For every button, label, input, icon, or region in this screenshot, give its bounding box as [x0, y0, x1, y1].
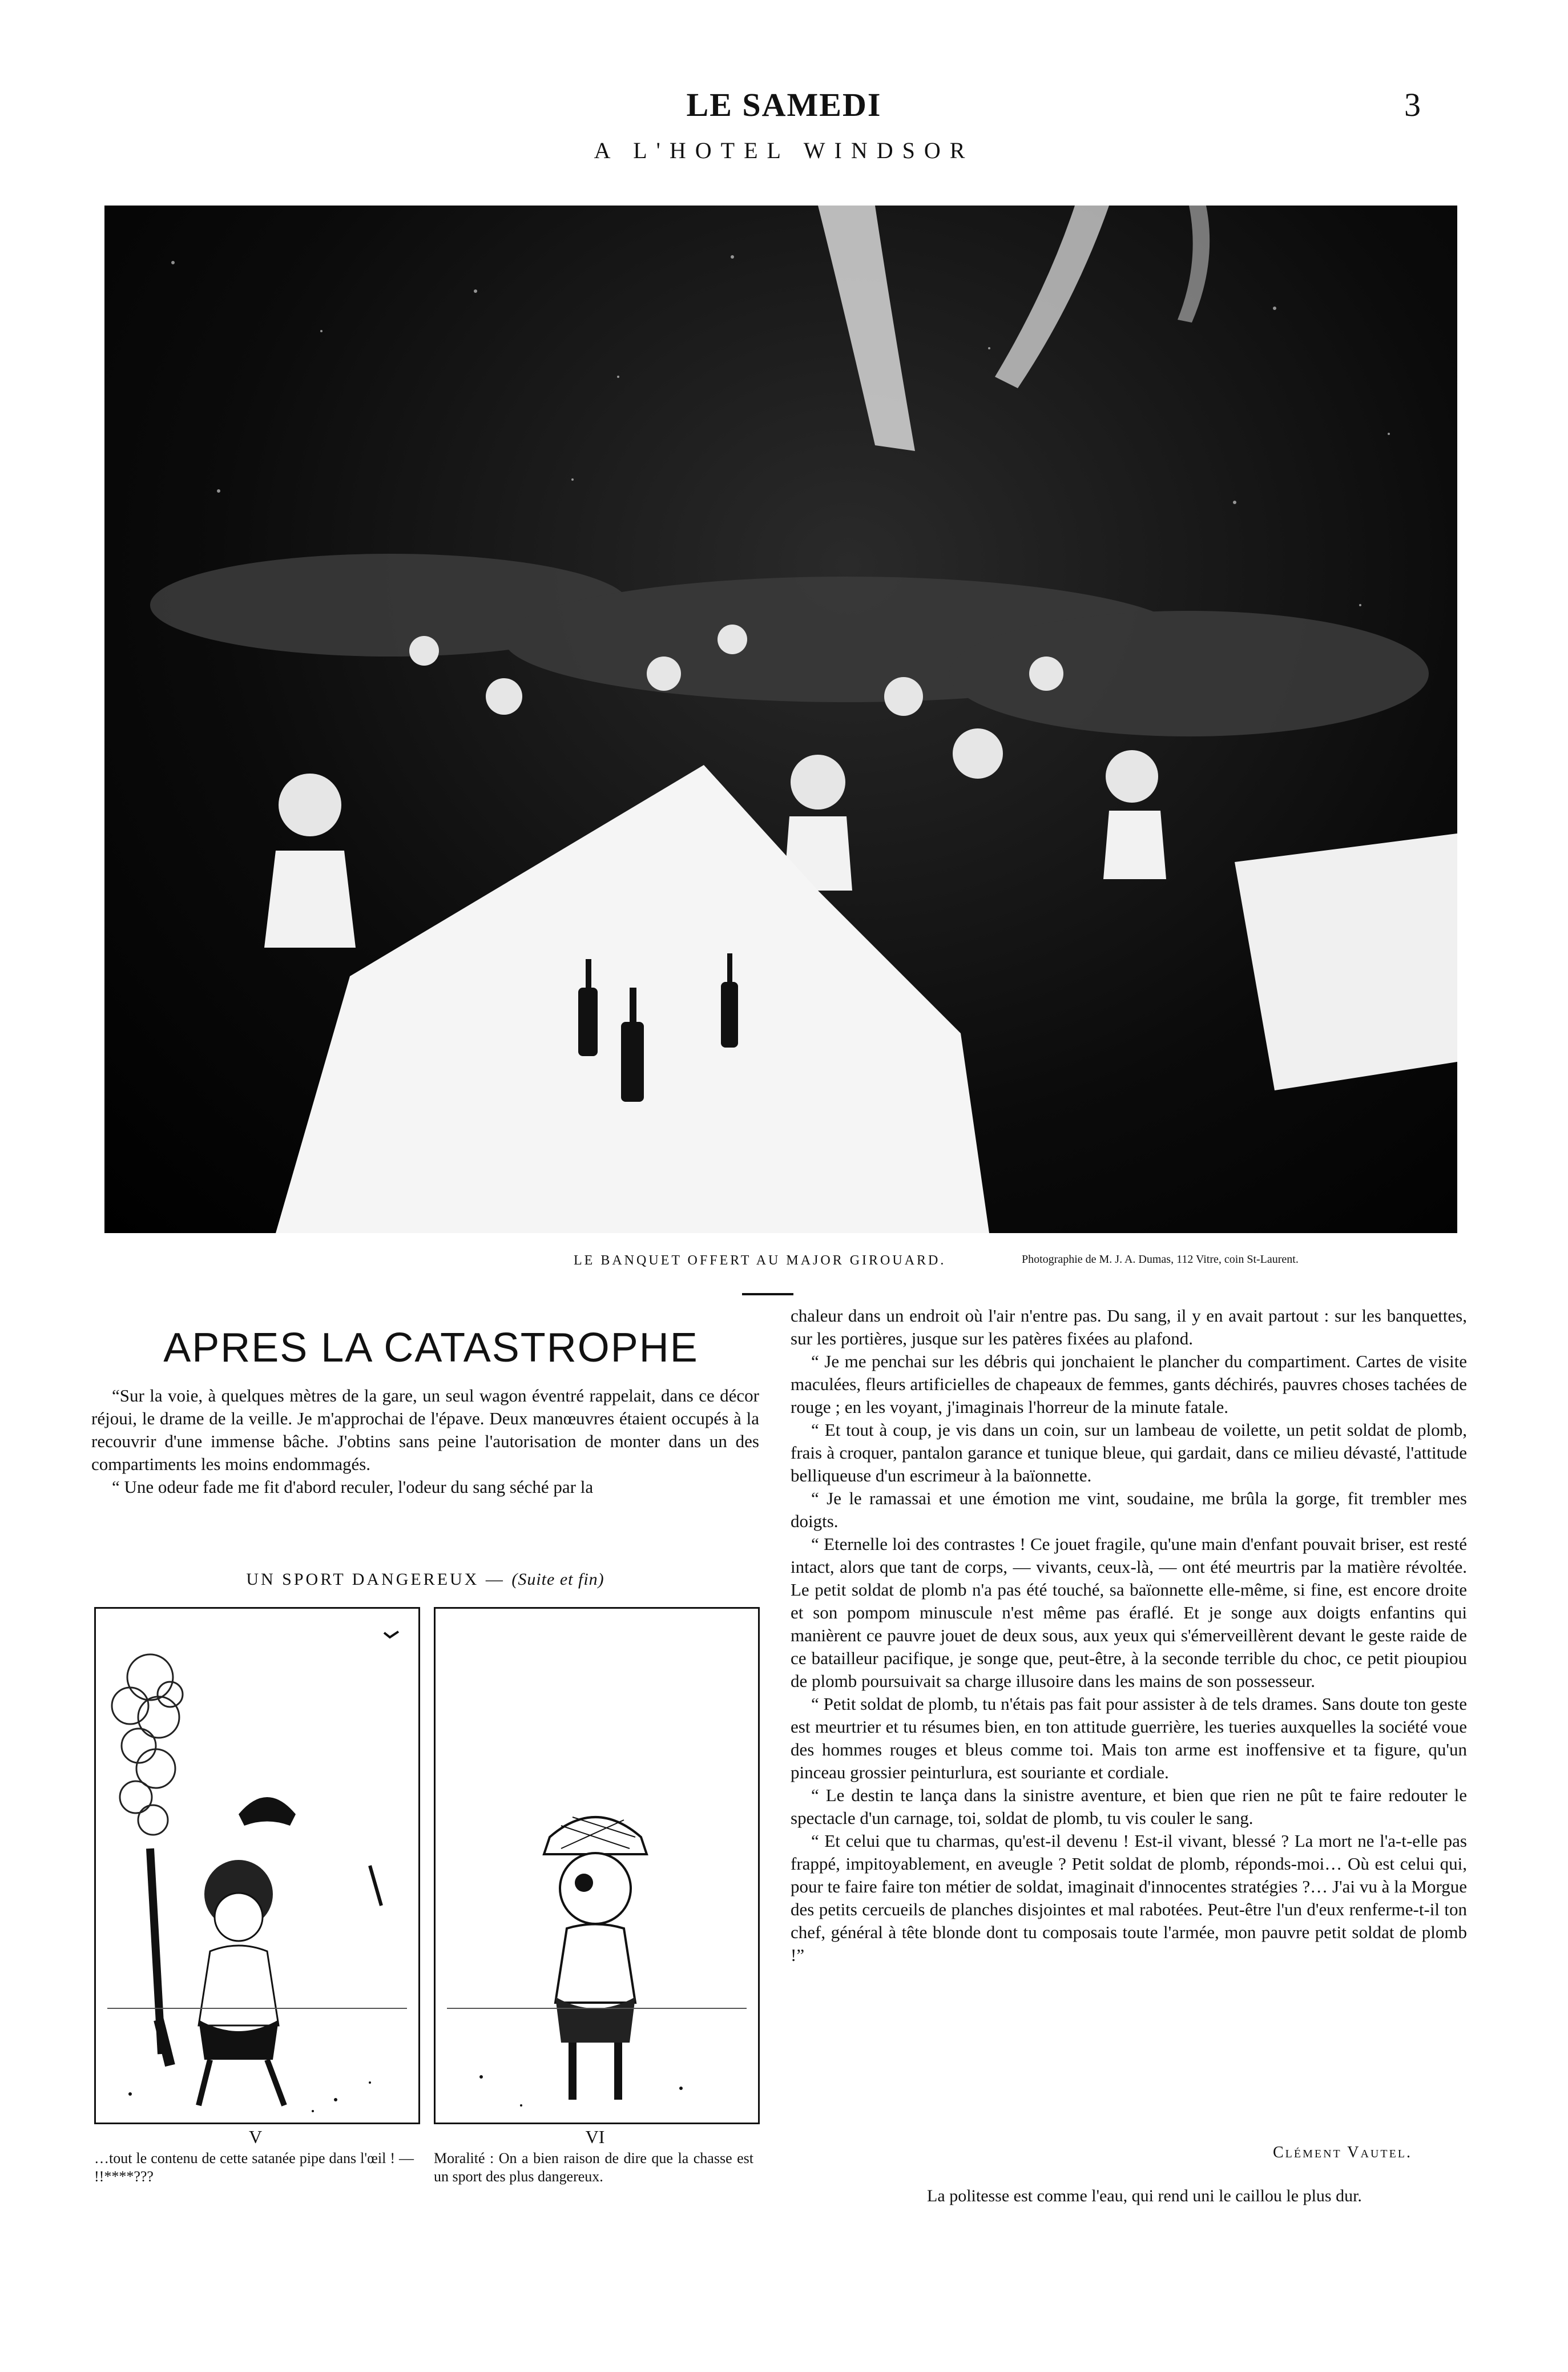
cartoon-title-text: UN SPORT DANGEREUX — — [246, 1570, 505, 1589]
author-signature: Clément Vautel. — [1273, 2144, 1413, 2161]
panel-caption: …tout le contenu de cette satanée pipe dans l'œil ! — !!****??? — [94, 2150, 414, 2185]
photo-credit: Photographie de M. J. A. Dumas, 112 Vitre, coin St-Laurent. — [1022, 1253, 1299, 1266]
panel-numeral: V — [248, 2127, 263, 2147]
article-paragraph: “ Petit soldat de plomb, tu n'étais pas fait pour assister à de tels drames. Sans doute ton geste est meurtrier et tu résumes bien, en ton attitude guerrière, les tueries auxquelles la société voue des hommes rouges et bleus comme toi. Mais ton arme est inoffensive et ta figure, qu'un pinceau grossier peinturlura, est souriante et cordiale. — [791, 1694, 1467, 1782]
photo-kicker: A L'HOTEL WINDSOR — [594, 138, 974, 163]
article-paragraph: “ Une odeur fade me fit d'abord reculer, l'odeur du sang séché par la — [112, 1477, 594, 1497]
banquet-scene-illustration — [104, 206, 1457, 1233]
footer-quote: La politesse est comme l'eau, qui rend uni le caillou le plus dur. — [927, 2186, 1362, 2205]
article-paragraph: “Sur la voie, à quelques mètres de la gare, un seul wagon éventré rappelait, dans ce décor réjoui, le drame de la veille. Je m'approchai de l'épave. Deux manœuvres étaient occupés à la recouvrir d'une immense bâche. J'obtins sans peine l'autorisation de monter dans un des compartiments les moins endommagés. — [91, 1386, 759, 1474]
article-paragraph: “ Je me penchai sur les débris qui jonchaient le plancher du compartiment. Cartes de visite maculées, fleurs artificielles de chapeaux de femmes, gants déchirés, pauvres choses tachées de rouge ; en les voyant, j'imaginais l'horreur de la minute fatale. — [791, 1351, 1467, 1417]
photo-caption: LE BANQUET OFFERT AU MAJOR GIROUARD. — [574, 1253, 946, 1268]
article-paragraph: “ Je le ramassai et une émotion me vint, soudaine, me brûla la gorge, fit trembler mes doigts. — [791, 1488, 1467, 1531]
hunter-with-patch-illustration — [436, 1609, 758, 2123]
page-number: 3 — [1404, 86, 1421, 123]
article-column-left — [91, 1384, 759, 1499]
exploding-gun-illustration — [96, 1609, 418, 2123]
page-title: LE SAMEDI — [686, 86, 882, 123]
panel-caption: Moralité : On a bien raison de dire que la chasse est un sport des plus dangereux. — [434, 2150, 753, 2185]
cartoon-panel-6 — [434, 1607, 760, 2124]
cartoon-title — [91, 1570, 759, 1589]
article-paragraph: “ Et celui que tu charmas, qu'est-il devenu ! Est-il vivant, blessé ? La mort ne l'a-t-elle pas frappé, impitoyablement, en aveugle ? Petit soldat de plomb, réponds-moi… Où est celui qui, pour te faire faire ton métier de soldat, imaginait d'innocentes stratégies ?… J'ai vu à la Morgue des petits cercueils de planches disjointes et mal rabotées. Peut-être l'un d'eux renferme-t-il ton chef, général à tête blonde dont tu composais toute l'armée, mon pauvre petit soldat de plomb !” — [791, 1831, 1467, 1965]
cartoon-title-suffix: (Suite et fin) — [511, 1570, 604, 1589]
divider-rule — [742, 1293, 793, 1295]
article-paragraph: “ Eternelle loi des contrastes ! Ce jouet fragile, qu'une main d'enfant pouvait briser, est resté intact, alors que tant de corps, — vivants, ceux-là, — ont été meurtris par la matière révoltée. Le petit soldat de plomb n'a pas été touché, sa baïonnette elle-même, si fine, est encore droite et son pompom minuscule n'est même pas éraflé. Et je songe aux doigts enfantins qui manièrent ce pauvre jouet de deux sous, aux yeux qui s'émerveillèrent devant le geste raide de ce batailleur pacifique, je songe que, peut-être, à la seconde terrible du choc, ce petit pioupiou de plomb poursuivait sa charge illusoire dans les mains de son possesseur. — [791, 1534, 1467, 1691]
article-paragraph: chaleur dans un endroit où l'air n'entre pas. Du sang, il y en avait partout : sur les banquettes, sur les portières, jusque sur les patères fixées au plafond. — [791, 1306, 1467, 1348]
panel-numeral: VI — [585, 2127, 605, 2147]
cartoon-panel-5 — [94, 1607, 420, 2124]
banquet-photograph — [104, 206, 1457, 1233]
article-column-right — [791, 1304, 1467, 1967]
article-paragraph: “ Et tout à coup, je vis dans un coin, sur un lambeau de voilette, un petit soldat de plomb, frais à croquer, pantalon garance et tunique bleue, qui gardait, dans ce milieu dévasté, l'attitude belliqueuse d'un escrimeur à la baïonnette. — [791, 1420, 1467, 1485]
article-headline: APRES LA CATASTROPHE — [163, 1325, 699, 1371]
article-paragraph: “ Le destin te lança dans la sinistre aventure, et bien que rien ne pût te faire redouter le spectacle d'un carnage, toi, soldat de plomb, tu vis couler le sang. — [791, 1785, 1467, 1828]
